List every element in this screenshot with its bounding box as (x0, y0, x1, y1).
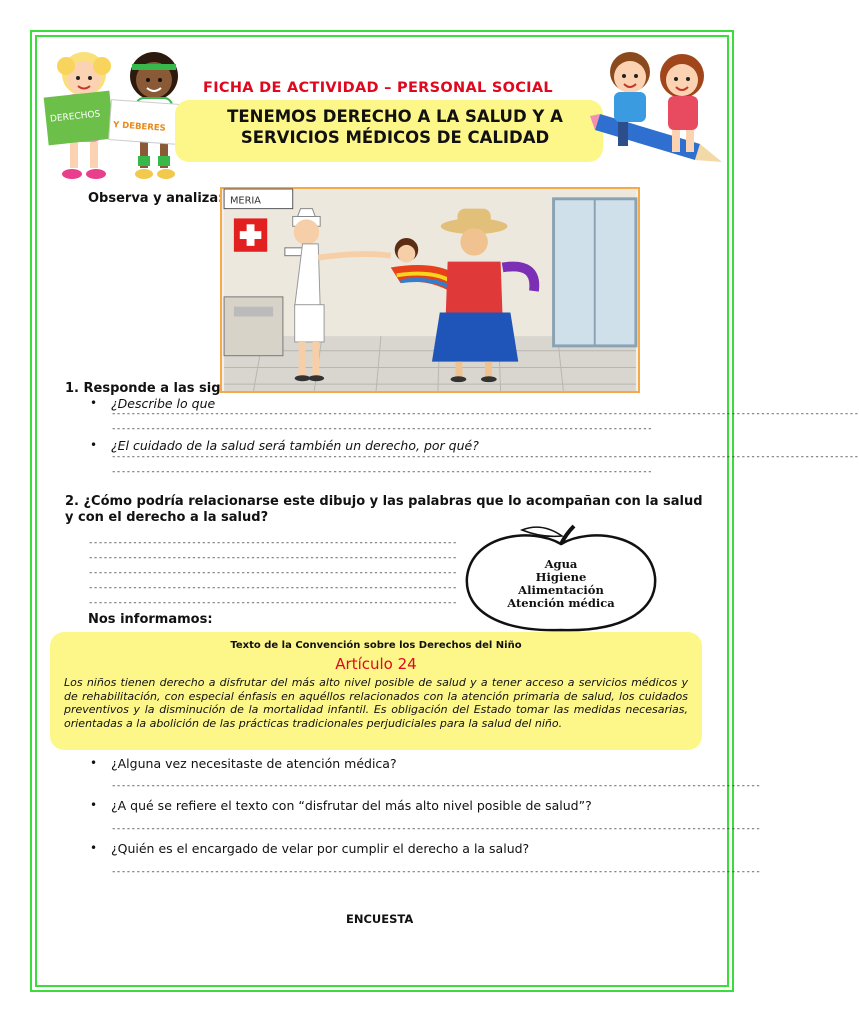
question-2-heading-line-2: y con el derecho a la salud? (65, 510, 269, 525)
informamos-label: Nos informamos: (88, 612, 213, 627)
sign-derechos: DERECHOS (49, 109, 101, 125)
kids-pencil-illustration (590, 44, 730, 179)
clinic-scene-illustration (220, 187, 640, 393)
answer-line[interactable]: --------------------------------------------------------------------------- (88, 583, 457, 593)
answer-line[interactable]: --------------------------------------------------------------------------- (88, 553, 457, 563)
article-title: Artículo 24 (335, 655, 417, 673)
answer-line[interactable]: --------------------------------------------------------------------------- (88, 568, 457, 578)
title-line-1: TENEMOS DERECHO A LA SALUD Y A (227, 107, 563, 126)
bullet-icon: • (90, 841, 98, 855)
title-line-2: SERVICIOS MÉDICOS DE CALIDAD (240, 128, 550, 147)
answer-line[interactable]: -------------------------------------------------------------------------------------------------------------- (111, 467, 653, 477)
bullet-icon: • (90, 756, 98, 770)
answer-line[interactable]: -------------------------------------------------------------------------------------------------------------------------------------------------------- (111, 409, 859, 419)
answer-line[interactable]: ------------------------------------------------------------------------------------------------------------------------------------ (111, 867, 761, 877)
answer-line[interactable]: --------------------------------------------------------------------------- (88, 598, 457, 608)
question-1-item-1: ¿Describe lo que (111, 396, 216, 411)
question-3-item-3: ¿Quién es el encargado de velar por cumplir el derecho a la salud? (111, 841, 530, 856)
sign-deberes: Y DEBERES (112, 120, 167, 134)
meria-sign-text: MERIA (229, 195, 262, 207)
apple-words (462, 558, 660, 610)
activity-subtitle: FICHA DE ACTIVIDAD – PERSONAL SOCIAL (203, 80, 553, 96)
apple-word: Alimentación (518, 583, 604, 597)
question-1-item-2: ¿El cuidado de la salud será también un derecho, por qué? (111, 438, 479, 453)
answer-line[interactable]: ------------------------------------------------------------------------------------------------------------------------------------ (111, 824, 761, 834)
question-2-heading-line-1: 2. ¿Cómo podría relacionarse este dibujo y las palabras que lo acompañan con la salud (65, 494, 703, 509)
page-title (175, 100, 603, 162)
answer-line[interactable]: ------------------------------------------------------------------------------------------------------------------------------------ (111, 781, 761, 791)
question-1-heading: 1. Responde a las sig (65, 381, 221, 396)
article-body: Los niños tienen derecho a disfrutar del más alto nivel posible de salud y a tener acceso a servicios médicos y de rehabilitación, con especial énfasis en aquéllos relacionados con la atención primaria de salud, los cuidados preventivos y la disminución de la mortalidad infantil. Es obligación del Estado tomar las medidas necesarias, orientadas a la abolición de las prácticas tradicionales perjudiciales para la salud del niño. (64, 676, 688, 730)
apple-word: Agua (544, 557, 578, 571)
answer-line[interactable]: -------------------------------------------------------------------------------------------------------------------------------------------------------- (111, 452, 859, 462)
observe-label: Observa y analiza: (88, 191, 224, 206)
convention-heading: Texto de la Convención sobre los Derechos del Niño (230, 640, 522, 651)
question-3-item-2: ¿A qué se refiere el texto con “disfrutar del más alto nivel posible de salud”? (111, 798, 592, 813)
answer-line[interactable]: --------------------------------------------------------------------------- (88, 538, 457, 548)
apple-word: Higiene (535, 570, 587, 584)
encuesta-heading: ENCUESTA (346, 912, 414, 926)
bullet-icon: • (90, 396, 98, 410)
convention-box (50, 632, 702, 750)
apple-word: Atención médica (507, 596, 615, 610)
answer-line[interactable]: -------------------------------------------------------------------------------------------------------------- (111, 424, 653, 434)
bullet-icon: • (90, 438, 98, 452)
question-3-item-1: ¿Alguna vez necesitaste de atención médica? (111, 756, 397, 771)
bullet-icon: • (90, 798, 98, 812)
